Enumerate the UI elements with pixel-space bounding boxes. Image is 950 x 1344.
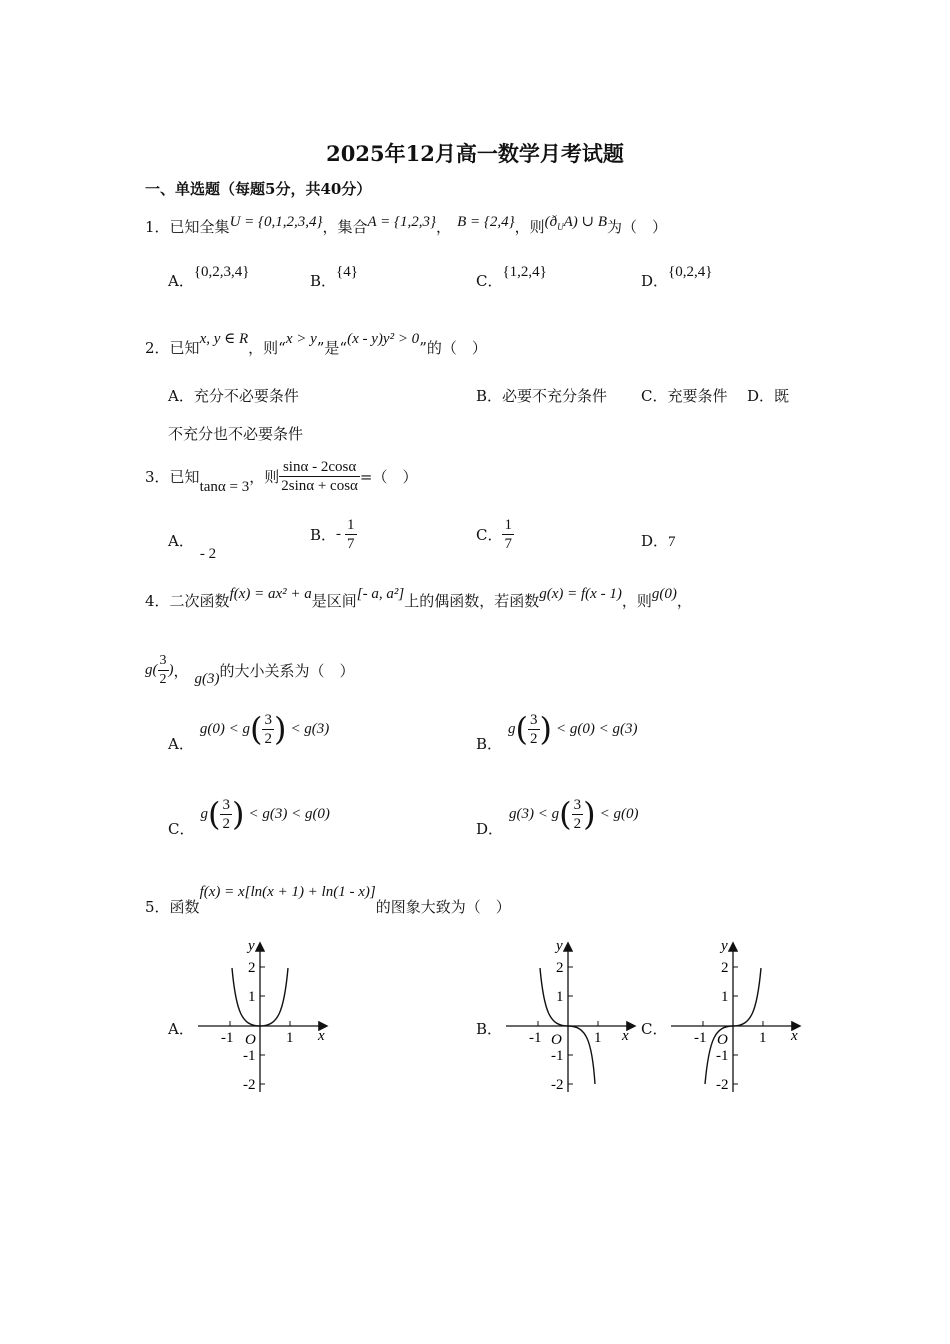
q2-option-a[interactable]: A．充分不必要条件 [168, 387, 299, 405]
tick-1: 1 [556, 989, 564, 1005]
fraction-den: 2 [264, 730, 272, 747]
fraction-den: 2 [222, 815, 230, 832]
q3-fraction [279, 458, 360, 495]
x-tick-m1: -1 [694, 1030, 707, 1046]
right-paren: ) [231, 795, 245, 833]
x-tick-1: 1 [286, 1030, 294, 1046]
x-label: x [791, 1028, 798, 1044]
q5-text [145, 884, 511, 917]
section-heading: 一、单选题（每题5分，共40分） [145, 180, 372, 198]
q4-option-d[interactable] [476, 795, 639, 838]
option-value: - 2 [199, 546, 217, 562]
option-label: B． [310, 272, 337, 290]
q4-g32-pre: g( [145, 662, 158, 678]
q3-option-c[interactable] [476, 516, 514, 553]
x-tick-1: 1 [594, 1030, 602, 1046]
tick-m1: -1 [716, 1048, 729, 1064]
q3-number: 3． [145, 468, 170, 486]
q4-pre: 二次函数 [169, 592, 230, 610]
q5-graph-a[interactable] [190, 932, 340, 1102]
q4-function-f: f(x) = ax² + a [229, 586, 312, 602]
q1-option-d[interactable] [641, 264, 713, 291]
left-paren: ( [559, 795, 572, 833]
tick-2: 2 [248, 960, 256, 976]
option-label: A． [168, 734, 194, 753]
q2-post: ”的（ ） [419, 339, 487, 357]
q3-option-a[interactable] [168, 530, 217, 562]
fraction-den: 2 [530, 730, 538, 747]
q4-comma: ， [676, 592, 692, 610]
right-paren: ) [539, 710, 552, 748]
option-fraction [262, 711, 274, 748]
q3-mid: ，则 [249, 468, 280, 486]
q1-expr-end: A) ∪ B [563, 214, 608, 230]
option-label: D． [641, 272, 669, 290]
option-label: C． [476, 526, 503, 544]
x-tick-m1: -1 [529, 1030, 542, 1046]
option-value: {0,2,4} [668, 264, 713, 280]
q5-option-a[interactable]: A． [168, 1020, 194, 1038]
tick-m1: -1 [551, 1048, 564, 1064]
q4-g32-fraction [158, 652, 169, 689]
option-part2: < g(3) < g(0) [248, 805, 330, 822]
q3-pre: 已知 [169, 468, 200, 486]
q1-option-b[interactable] [310, 264, 358, 291]
q4-g32-post: ) [168, 662, 174, 678]
option-value: {4} [336, 264, 358, 280]
fraction-num: 3 [264, 711, 272, 728]
q4-mid1: 是区间 [311, 592, 357, 610]
right-paren: ) [583, 795, 596, 833]
origin-label: O [717, 1032, 728, 1048]
q1-pre: 已知全集 [169, 218, 230, 236]
q4-text [145, 586, 692, 611]
q1-number: 1． [145, 218, 170, 236]
fraction-num: 3 [158, 652, 169, 671]
q1-expression [545, 214, 607, 230]
tick-m1: -1 [243, 1048, 256, 1064]
option-value: {1,2,4} [502, 264, 547, 280]
option-fraction [220, 796, 232, 833]
q2-p: x > y [285, 331, 317, 347]
tick-m2: -2 [243, 1077, 256, 1093]
q1-option-c[interactable] [476, 264, 547, 291]
q5-option-c[interactable]: C． [641, 1020, 668, 1038]
q4-mid3: ，则 [621, 592, 652, 610]
q4-function-g: g(x) = f(x - 1) [539, 586, 622, 602]
option-fraction [572, 796, 584, 833]
q2-option-d-continued: 不充分也不必要条件 [168, 425, 304, 443]
tick-m2: -2 [551, 1077, 564, 1093]
q2-mid2: ”是“ [316, 339, 348, 357]
q2-condition: x, y ∈ R [199, 331, 249, 347]
q1-mid1: ，集合 [322, 218, 368, 236]
q2-pre: 已知 [169, 339, 200, 357]
q2-mid1: ，则“ [248, 339, 286, 357]
q4-mid2: 上的偶函数，若函数 [404, 592, 540, 610]
q1-mid3: ，则 [514, 218, 545, 236]
fraction-num: 1 [504, 517, 512, 533]
q5-option-b[interactable]: B． [476, 1020, 503, 1038]
option-part1: g(0) < g [199, 720, 250, 737]
q2-option-c[interactable]: C．充要条件 [641, 387, 728, 405]
fraction-den: 2 [573, 815, 582, 832]
option-value: {0,2,3,4} [193, 264, 250, 280]
q3-option-b[interactable] [310, 516, 357, 553]
fraction-den: 7 [504, 536, 512, 552]
q5-graph-b[interactable] [498, 932, 648, 1102]
option-sign: - [336, 526, 342, 542]
q3-option-d[interactable] [641, 530, 676, 551]
q4-number: 4． [145, 592, 170, 610]
option-label: C． [168, 819, 195, 838]
option-value: 7 [668, 534, 676, 550]
y-label: y [721, 938, 728, 954]
x-label: x [318, 1028, 325, 1044]
option-part1: g [508, 720, 516, 737]
q4-text-line2 [145, 652, 355, 689]
q1-set-u: U = {0,1,2,3,4} [229, 214, 323, 230]
q1-text [145, 216, 667, 238]
q5-number: 5． [145, 898, 170, 916]
origin-label: O [245, 1032, 256, 1048]
x-tick-m1: -1 [221, 1030, 234, 1046]
option-fraction [345, 516, 357, 553]
q4-option-a[interactable] [168, 710, 330, 753]
fraction-den: 2 [159, 672, 167, 687]
page-title: 2025年12月高一数学月考试题 [326, 141, 624, 166]
y-label: y [556, 938, 563, 954]
q1-post: 为（ ） [607, 218, 668, 236]
q1-set-b: B = {2,4} [457, 214, 515, 230]
fraction-num: 1 [347, 517, 355, 533]
q5-function: f(x) = x[ln(x + 1) + ln(1 - x)] [199, 884, 376, 900]
left-paren: ( [207, 795, 221, 833]
origin-label: O [551, 1032, 562, 1048]
option-part2: < g(0) [599, 805, 639, 822]
tick-2: 2 [721, 960, 729, 976]
q2-number: 2． [145, 339, 170, 357]
q2-option-d[interactable]: D．既 [747, 387, 790, 405]
option-label: D． [641, 532, 669, 550]
right-paren: ) [273, 710, 287, 748]
tick-1: 1 [721, 989, 729, 1005]
tick-2: 2 [556, 960, 564, 976]
q4-comma2: ， [173, 662, 189, 680]
q4-g0: g(0) [651, 586, 677, 602]
q4-interval: [- a, a²] [356, 586, 405, 602]
q5-post: 的图象大致为（ ） [375, 898, 511, 916]
q1-expr-start: (ð [544, 214, 558, 230]
fraction-num: 3 [222, 796, 230, 813]
q1-mid2: ， [436, 218, 452, 236]
option-part1: g [200, 805, 208, 822]
option-label: A． [168, 272, 194, 290]
q4-g3: g(3) [194, 670, 220, 687]
q2-q: (x - y)y² > 0 [347, 331, 420, 347]
option-label: B． [310, 526, 337, 544]
q3-post: =（ ） [359, 468, 418, 486]
q1-expr-sub: U [557, 222, 564, 232]
option-part2: < g(0) < g(3) [556, 720, 638, 737]
fraction-num: 3 [573, 796, 582, 813]
fraction-num: 3 [530, 711, 538, 728]
x-tick-1: 1 [759, 1030, 767, 1046]
option-part2: < g(3) [290, 720, 330, 737]
q3-text [145, 458, 418, 495]
x-label: x [622, 1028, 629, 1044]
option-label: B． [476, 734, 503, 753]
q5-pre: 函数 [169, 898, 200, 916]
y-label: y [248, 938, 255, 954]
q4-option-c[interactable] [168, 795, 330, 838]
option-label: C． [476, 272, 503, 290]
option-label: A． [168, 532, 194, 550]
q5-graph-c[interactable] [663, 932, 813, 1102]
q4-option-b[interactable] [476, 710, 638, 753]
q1-set-a: A = {1,2,3} [367, 214, 437, 230]
left-paren: ( [249, 710, 263, 748]
q2-option-b[interactable]: B．必要不充分条件 [476, 387, 608, 405]
tick-m2: -2 [716, 1077, 729, 1093]
q2-text [145, 331, 487, 358]
option-label: D． [476, 819, 504, 838]
q4-post: 的大小关系为（ ） [219, 662, 355, 680]
option-part1: g(3) < g [509, 805, 560, 822]
q3-condition: tanα = 3 [199, 478, 250, 495]
q3-fraction-den: 2sinα + cosα [281, 478, 358, 494]
q3-fraction-num: sinα - 2cosα [279, 458, 360, 477]
fraction-den: 7 [347, 536, 355, 552]
tick-1: 1 [248, 989, 256, 1005]
left-paren: ( [515, 710, 529, 748]
option-fraction [528, 711, 540, 748]
option-fraction [502, 516, 514, 553]
q1-option-a[interactable] [168, 264, 250, 291]
